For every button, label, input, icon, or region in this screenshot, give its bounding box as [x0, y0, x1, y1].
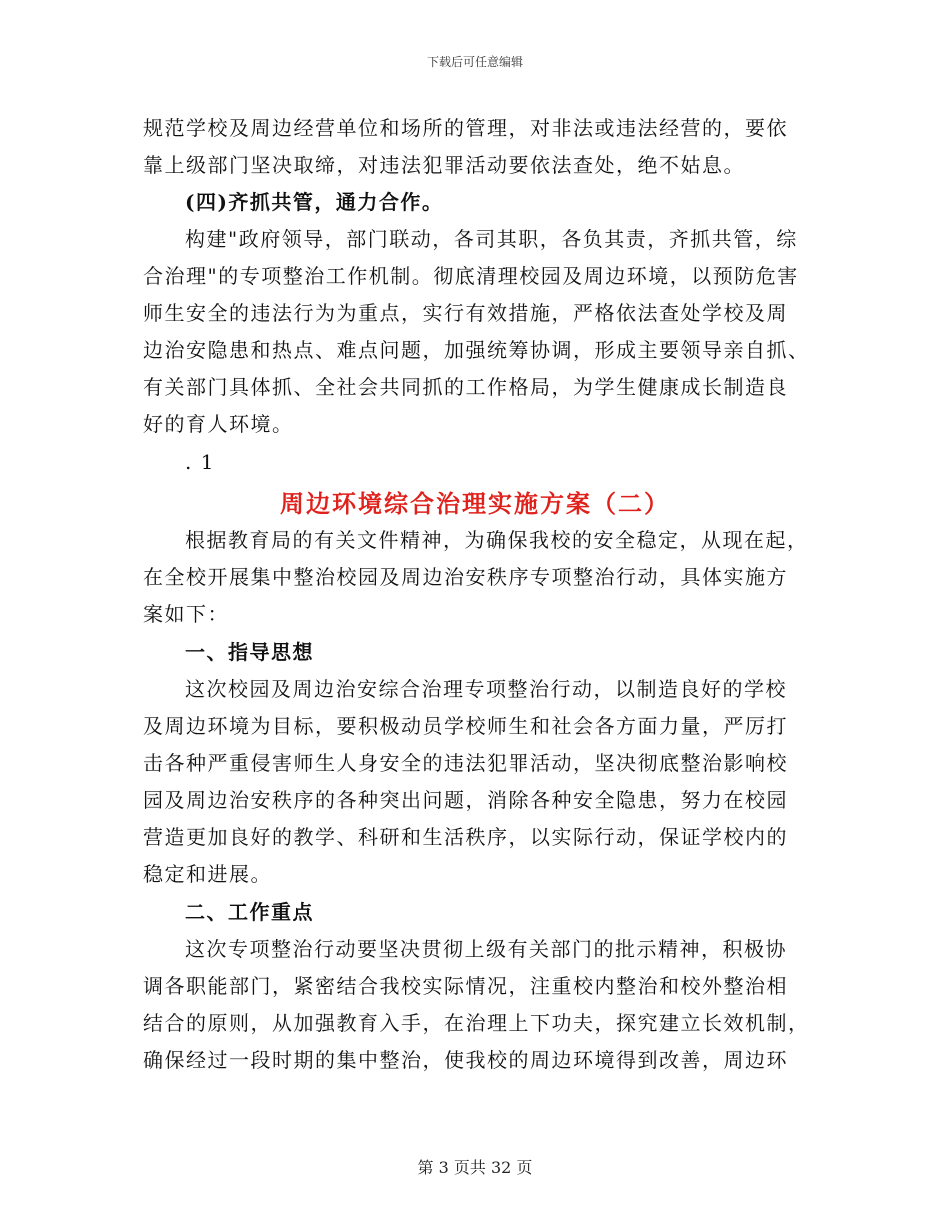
- paragraph-line: 结合的原则，从加强教育入手，在治理上下功夫，探究建立长效机制，: [143, 1011, 810, 1035]
- section-heading-4: (四)齐抓共管，通力合作。: [185, 190, 444, 214]
- paragraph-line: 这次校园及周边治安综合治理专项整治行动，以制造良好的学校: [185, 677, 787, 701]
- paragraph-line: 这次专项整治行动要坚决贯彻上级有关部门的批示精神，积极协: [185, 937, 787, 961]
- section-heading-work-focus: 二、工作重点: [185, 900, 314, 924]
- intro-line: 在全校开展集中整治校园及周边治安秩序专项整治行动，具体实施方: [143, 565, 788, 589]
- paragraph-line: 合治理"的专项整治工作机制。彻底清理校园及周边环境，以预防危害: [143, 264, 799, 288]
- paragraph-line: 规范学校及周边经营单位和场所的管理，对非法或违法经营的，要依: [143, 116, 788, 140]
- paragraph-line: 击各种严重侵害师生人身安全的违法犯罪活动，坚决彻底整治影响校: [143, 751, 788, 775]
- page-footer: 第 3 页共 32 页: [417, 1158, 533, 1177]
- page-marker: . 1: [185, 450, 215, 474]
- header-note: 下载后可任意编辑: [426, 55, 523, 69]
- paragraph-line: 构建"政府领导，部门联动，各司其职，各负其责，齐抓共管，综: [185, 227, 798, 251]
- intro-line: 根据教育局的有关文件精神，为确保我校的安全稳定，从现在起，: [185, 528, 809, 552]
- paragraph-line: 确保经过一段时期的集中整治，使我校的周边环境得到改善，周边环: [143, 1048, 788, 1072]
- paragraph-line: 有关部门具体抓、全社会共同抓的工作格局，为学生健康成长制造良: [143, 375, 788, 399]
- paragraph-line: 稳定和进展。: [143, 862, 272, 886]
- paragraph-line: 园及周边治安秩序的各种突出问题，消除各种安全隐患，努力在校园: [143, 788, 788, 812]
- paragraph-line: 师生安全的违法行为为重点，实行有效措施，严格依法查处学校及周: [143, 301, 788, 325]
- paragraph-line: 靠上级部门坚决取缔，对违法犯罪活动要依法查处，绝不姑息。: [143, 153, 745, 177]
- intro-line: 案如下：: [143, 602, 229, 626]
- paragraph-line: 调各职能部门，紧密结合我校实际情况，注重校内整治和校外整治相: [143, 974, 788, 998]
- paragraph-line: 营造更加良好的教学、科研和生活秩序，以实际行动，保证学校内的: [143, 825, 788, 849]
- section-heading-guiding-thought: 一、指导思想: [185, 640, 314, 664]
- document-title: 周边环境综合治理实施方案（二）: [280, 489, 670, 518]
- paragraph-line: 及周边环境为目标，要积极动员学校师生和社会各方面力量，严厉打: [143, 714, 788, 738]
- paragraph-line: 边治安隐患和热点、难点问题，加强统筹协调，形成主要领导亲自抓、: [143, 338, 810, 362]
- paragraph-line: 好的育人环境。: [143, 412, 294, 436]
